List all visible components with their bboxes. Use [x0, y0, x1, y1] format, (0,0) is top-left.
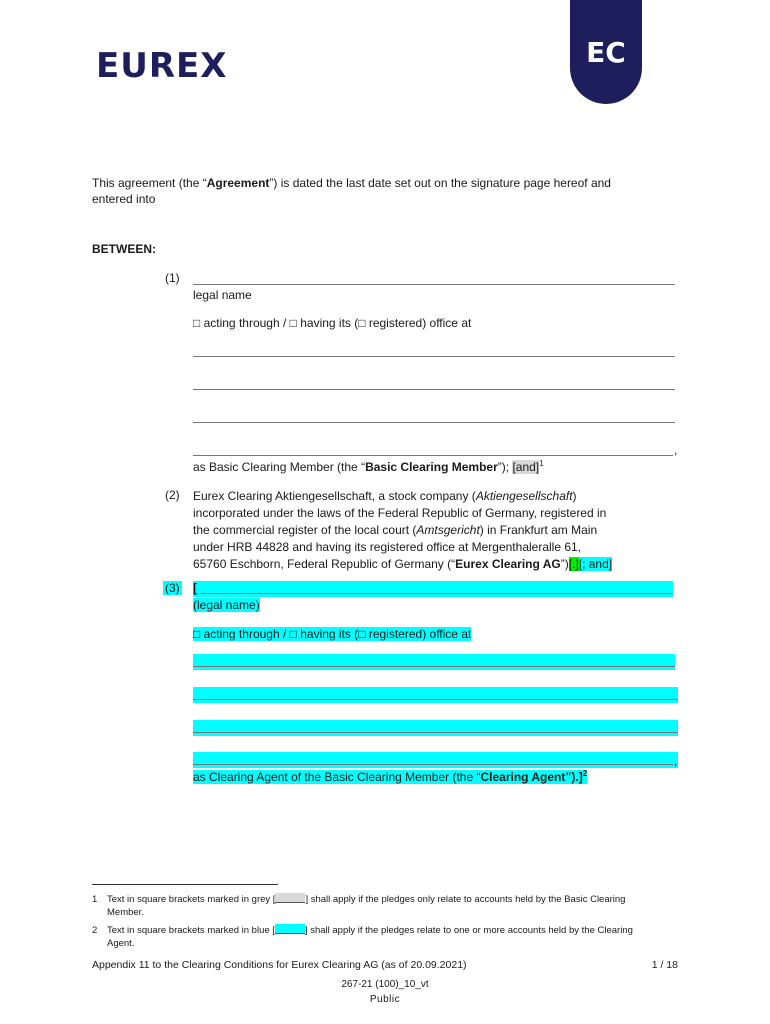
party1-role-text-2: ”);: [497, 460, 513, 474]
party3-address-underline-3: [193, 732, 678, 733]
party1-role-bold: Basic Clearing Member: [365, 460, 498, 474]
party3-role: [193, 770, 587, 784]
party3-address-underline-1: [193, 666, 675, 667]
party3-name-line[interactable]: [193, 581, 673, 597]
party1-address-line-4[interactable]: [193, 455, 673, 456]
intro-text-1: This agreement (the “: [92, 176, 207, 190]
party3-address-line-2[interactable]: [193, 687, 678, 703]
footnote-ref-1[interactable]: 1: [539, 459, 544, 468]
footnote-2-number: 2: [92, 925, 98, 936]
footnote-1: [107, 893, 687, 919]
footnote-1-grey-swatch: [275, 893, 305, 903]
party2-number: (2): [165, 488, 180, 502]
party1-comma: ,: [674, 443, 678, 457]
footnote-1-text-2: ] shall apply if the pledges only relate to accounts held by the Basic Clearing: [305, 894, 626, 905]
party2-line5-text-1: 65760 Eschborn, Federal Republic of Germany (“: [193, 557, 456, 571]
footer-title: Appendix 11 to the Clearing Conditions for Eurex Clearing AG (as of 20.09.2021): [92, 959, 467, 971]
footnote-2-blue-swatch: [275, 924, 305, 934]
footer-code: 267-21 (100)_10_vt: [341, 979, 429, 990]
intro-bold: Agreement: [206, 176, 270, 190]
footnote-ref-2[interactable]: 2: [582, 769, 588, 778]
intro-line-2: entered into: [92, 192, 156, 206]
party1-name-line[interactable]: [193, 284, 675, 285]
party3-address-underline-2: [193, 699, 678, 700]
party3-name-underline: [201, 593, 673, 594]
party1-address-line-2[interactable]: [193, 389, 675, 390]
eurex-clearing-badge-icon: [570, 0, 642, 104]
party3-office-text: □ acting through / □ having its (□ registered) office at: [193, 627, 472, 641]
party3-address-underline-4: [193, 764, 673, 765]
party2-line5-green: [.]: [568, 557, 579, 571]
intro-paragraph: [92, 175, 611, 207]
badge-text: EC: [586, 35, 626, 69]
party2-paragraph: [193, 488, 612, 573]
party2-line1-text-1: Eurex Clearing Aktiengesellschaft, a stock company (: [193, 489, 476, 503]
party3-address-line-3[interactable]: [193, 720, 678, 736]
party3-comma: ,: [674, 754, 678, 768]
party1-role-text-1: as Basic Clearing Member (the “: [193, 460, 366, 474]
eurex-logo: EUREX: [96, 46, 228, 86]
party3-role-text-2: ”).]: [565, 770, 583, 784]
footnote-separator: [92, 884, 278, 885]
party3-address-line-1[interactable]: [193, 654, 675, 670]
footnote-2: [107, 924, 687, 950]
party2-line5-cyan: [; and]: [578, 557, 613, 571]
footer-classification: Public: [369, 994, 401, 1005]
party1-address-line-3[interactable]: [193, 422, 675, 423]
footnote-1-text-1: Text in square brackets marked in grey [: [107, 894, 276, 905]
party1-role-and: [and]: [512, 460, 540, 474]
party3-open-bracket: [: [193, 581, 197, 595]
footnote-1-line-2: Member.: [107, 907, 144, 918]
party1-number: (1): [165, 271, 180, 285]
footnote-1-number: 1: [92, 894, 98, 905]
footer-page-number: 1 / 18: [651, 959, 678, 971]
party2-line5-text-2: ”): [560, 557, 569, 571]
party3-name-label: (legal name): [193, 598, 260, 612]
party3-number: (3): [165, 581, 180, 595]
party2-line2: incorporated under the laws of the Federal Republic of Germany, registered in: [193, 506, 607, 520]
party1-office-text: □ acting through / □ having its (□ registered) office at: [193, 316, 472, 330]
party1-role: [193, 460, 544, 474]
party3-role-bold: Clearing Agent: [480, 770, 566, 784]
party2-line3-text-1: the commercial register of the local court (: [193, 523, 417, 537]
party3-address-line-4[interactable]: [193, 752, 678, 768]
party2-line3-text-2: ) in Frankfurt am Main: [479, 523, 598, 537]
footnote-2-line-2: Agent.: [107, 938, 135, 949]
intro-text-2: ”) is dated the last date set out on the signature page hereof and: [269, 176, 611, 190]
footnote-2-text-2: ] shall apply if the pledges relate to one or more accounts held by the Clearing: [304, 925, 633, 936]
party1-address-line-1[interactable]: [193, 356, 675, 357]
party1-name-label: legal name: [193, 288, 252, 302]
party2-line1-italic: Aktiengesellschaft: [475, 489, 573, 503]
party2-line3-italic: Amtsgericht: [416, 523, 480, 537]
between-label: BETWEEN:: [92, 242, 156, 256]
footnote-2-text-1: Text in square brackets marked in blue [: [107, 925, 275, 936]
party3-role-text-1: as Clearing Agent of the Basic Clearing Member (the “: [193, 770, 481, 784]
party2-line4: under HRB 44828 and having its registered office at Mergenthaleralle 61,: [193, 540, 582, 554]
party2-line5-bold: Eurex Clearing AG: [455, 557, 561, 571]
party2-line1-text-2: ): [572, 489, 577, 503]
